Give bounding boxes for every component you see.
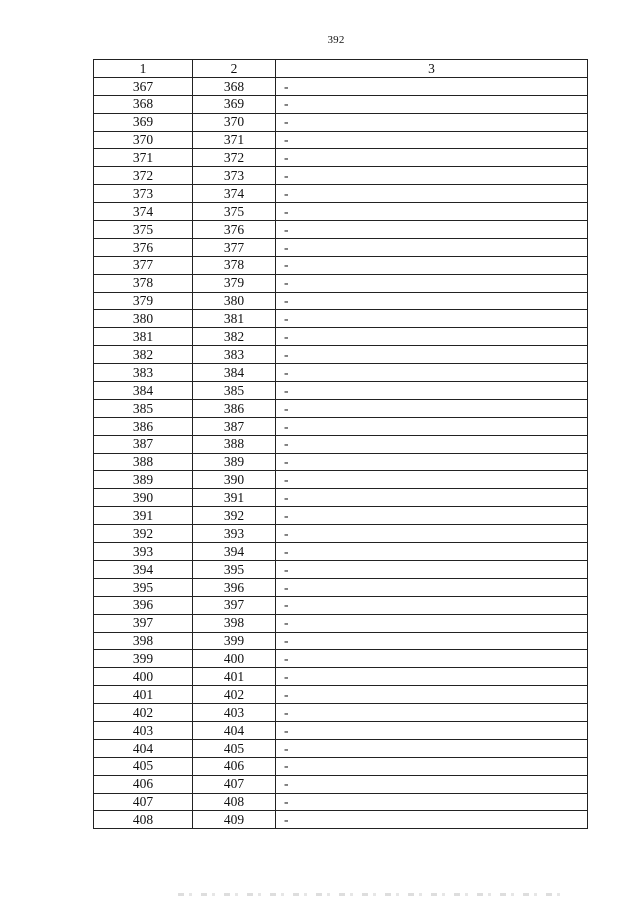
table-cell-col-1: 368 <box>94 95 193 113</box>
page-number: 392 <box>327 34 345 46</box>
table-row <box>94 274 588 292</box>
table-row <box>94 435 588 453</box>
table-cell-col-1: 372 <box>94 167 193 185</box>
table-row <box>94 149 588 167</box>
table-cell-col-1: 374 <box>94 203 193 221</box>
table-cell-col-1: 367 <box>94 77 193 95</box>
table-row <box>94 382 588 400</box>
table-cell-col-1: 371 <box>94 149 193 167</box>
table-cell-col-2: 391 <box>193 489 276 507</box>
table-row <box>94 775 588 793</box>
table-cell-col-3: - <box>276 435 588 453</box>
table-cell-col-3: - <box>276 364 588 382</box>
table-row <box>94 310 588 328</box>
table-cell-col-2: 401 <box>193 668 276 686</box>
table-cell-col-3: - <box>276 632 588 650</box>
table-cell-col-1: 373 <box>94 185 193 203</box>
table-cell-col-1: 398 <box>94 632 193 650</box>
table-row <box>94 131 588 149</box>
column-header-1: 1 <box>94 60 193 78</box>
table-row <box>94 256 588 274</box>
table-cell-col-1: 381 <box>94 328 193 346</box>
table-cell-col-3: - <box>276 507 588 525</box>
table-cell-col-3: - <box>276 596 588 614</box>
table-cell-col-3: - <box>276 668 588 686</box>
table-cell-col-1: 402 <box>94 704 193 722</box>
table-cell-col-2: 371 <box>193 131 276 149</box>
table-cell-col-2: 400 <box>193 650 276 668</box>
table-cell-col-3: - <box>276 185 588 203</box>
table-cell-col-1: 406 <box>94 775 193 793</box>
table-cell-col-3: - <box>276 686 588 704</box>
table-row <box>94 185 588 203</box>
table-row <box>94 346 588 364</box>
table-cell-col-1: 385 <box>94 399 193 417</box>
table-row <box>94 560 588 578</box>
table-cell-col-2: 380 <box>193 292 276 310</box>
table-cell-col-1: 405 <box>94 757 193 775</box>
table-cell-col-3: - <box>276 721 588 739</box>
table-cell-col-2: 368 <box>193 77 276 95</box>
table-cell-col-1: 378 <box>94 274 193 292</box>
table-cell-col-2: 386 <box>193 399 276 417</box>
table-row <box>94 453 588 471</box>
table-cell-col-1: 404 <box>94 739 193 757</box>
table-row <box>94 221 588 239</box>
table-cell-col-2: 406 <box>193 757 276 775</box>
table-cell-col-1: 401 <box>94 686 193 704</box>
table-cell-col-3: - <box>276 775 588 793</box>
table-cell-col-1: 386 <box>94 417 193 435</box>
table-row <box>94 650 588 668</box>
table-row <box>94 578 588 596</box>
table-cell-col-2: 393 <box>193 525 276 543</box>
table-cell-col-2: 403 <box>193 704 276 722</box>
table-cell-col-3: - <box>276 167 588 185</box>
table-cell-col-1: 395 <box>94 578 193 596</box>
table-row <box>94 793 588 811</box>
table-cell-col-3: - <box>276 238 588 256</box>
table-cell-col-3: - <box>276 328 588 346</box>
table-cell-col-1: 392 <box>94 525 193 543</box>
table-cell-col-3: - <box>276 256 588 274</box>
table-cell-col-1: 377 <box>94 256 193 274</box>
table-cell-col-2: 399 <box>193 632 276 650</box>
table-cell-col-2: 374 <box>193 185 276 203</box>
table-cell-col-1: 400 <box>94 668 193 686</box>
table-cell-col-1: 379 <box>94 292 193 310</box>
faint-footer-text-artifact <box>178 893 560 896</box>
table-row <box>94 686 588 704</box>
table-cell-col-2: 396 <box>193 578 276 596</box>
table-cell-col-1: 376 <box>94 238 193 256</box>
table-row <box>94 95 588 113</box>
table-cell-col-2: 383 <box>193 346 276 364</box>
table-cell-col-3: - <box>276 221 588 239</box>
table-cell-col-3: - <box>276 543 588 561</box>
table-cell-col-1: 380 <box>94 310 193 328</box>
table-cell-col-1: 383 <box>94 364 193 382</box>
table-cell-col-2: 404 <box>193 721 276 739</box>
table-cell-col-1: 394 <box>94 560 193 578</box>
table-cell-col-2: 390 <box>193 471 276 489</box>
table-row <box>94 543 588 561</box>
table-cell-col-3: - <box>276 614 588 632</box>
table-row <box>94 596 588 614</box>
table-cell-col-2: 382 <box>193 328 276 346</box>
table-row <box>94 507 588 525</box>
table-row <box>94 113 588 131</box>
table-cell-col-1: 391 <box>94 507 193 525</box>
table-cell-col-1: 399 <box>94 650 193 668</box>
table-cell-col-1: 382 <box>94 346 193 364</box>
table-cell-col-1: 403 <box>94 721 193 739</box>
table-cell-col-3: - <box>276 113 588 131</box>
table-cell-col-3: - <box>276 310 588 328</box>
table-row <box>94 77 588 95</box>
column-header-3: 3 <box>276 60 588 78</box>
table-cell-col-2: 389 <box>193 453 276 471</box>
data-table <box>93 59 588 829</box>
table-cell-col-3: - <box>276 77 588 95</box>
table-cell-col-2: 409 <box>193 811 276 829</box>
table-cell-col-1: 396 <box>94 596 193 614</box>
table-cell-col-2: 375 <box>193 203 276 221</box>
table-cell-col-3: - <box>276 704 588 722</box>
table-row <box>94 328 588 346</box>
table-cell-col-3: - <box>276 739 588 757</box>
table-cell-col-3: - <box>276 203 588 221</box>
table-cell-col-2: 388 <box>193 435 276 453</box>
table-row <box>94 721 588 739</box>
table-cell-col-1: 370 <box>94 131 193 149</box>
table-cell-col-2: 377 <box>193 238 276 256</box>
table-cell-col-3: - <box>276 95 588 113</box>
table-cell-col-2: 394 <box>193 543 276 561</box>
table-cell-col-1: 387 <box>94 435 193 453</box>
table-cell-col-1: 384 <box>94 382 193 400</box>
table-cell-col-1: 375 <box>94 221 193 239</box>
table-row <box>94 489 588 507</box>
table-cell-col-3: - <box>276 525 588 543</box>
table-row <box>94 203 588 221</box>
table-cell-col-1: 369 <box>94 113 193 131</box>
table-cell-col-3: - <box>276 793 588 811</box>
table-cell-col-1: 388 <box>94 453 193 471</box>
table-cell-col-3: - <box>276 578 588 596</box>
table-cell-col-2: 376 <box>193 221 276 239</box>
table-cell-col-3: - <box>276 292 588 310</box>
table-cell-col-2: 378 <box>193 256 276 274</box>
table-cell-col-1: 408 <box>94 811 193 829</box>
table-row <box>94 704 588 722</box>
table-cell-col-2: 407 <box>193 775 276 793</box>
table-cell-col-3: - <box>276 811 588 829</box>
table-cell-col-1: 393 <box>94 543 193 561</box>
table-row <box>94 525 588 543</box>
table-row <box>94 292 588 310</box>
table-body <box>94 77 588 828</box>
table-row <box>94 471 588 489</box>
table-cell-col-2: 408 <box>193 793 276 811</box>
table-cell-col-3: - <box>276 417 588 435</box>
column-header-2: 2 <box>193 60 276 78</box>
table-cell-col-3: - <box>276 274 588 292</box>
table-cell-col-3: - <box>276 489 588 507</box>
table-row <box>94 167 588 185</box>
table-cell-col-3: - <box>276 131 588 149</box>
table-cell-col-2: 392 <box>193 507 276 525</box>
table-cell-col-3: - <box>276 757 588 775</box>
table-row <box>94 668 588 686</box>
table-cell-col-2: 372 <box>193 149 276 167</box>
table-cell-col-2: 385 <box>193 382 276 400</box>
table-cell-col-2: 373 <box>193 167 276 185</box>
table-cell-col-2: 384 <box>193 364 276 382</box>
table-row <box>94 811 588 829</box>
table-row <box>94 757 588 775</box>
table-cell-col-2: 405 <box>193 739 276 757</box>
table-row <box>94 238 588 256</box>
table-cell-col-2: 398 <box>193 614 276 632</box>
table-cell-col-3: - <box>276 650 588 668</box>
table-row <box>94 399 588 417</box>
table-cell-col-3: - <box>276 471 588 489</box>
table-cell-col-3: - <box>276 382 588 400</box>
table-cell-col-1: 389 <box>94 471 193 489</box>
table-cell-col-2: 387 <box>193 417 276 435</box>
table-cell-col-2: 397 <box>193 596 276 614</box>
table-row <box>94 364 588 382</box>
table-cell-col-2: 370 <box>193 113 276 131</box>
table-cell-col-2: 395 <box>193 560 276 578</box>
table-row <box>94 614 588 632</box>
table-cell-col-3: - <box>276 149 588 167</box>
table-cell-col-1: 407 <box>94 793 193 811</box>
table-cell-col-1: 397 <box>94 614 193 632</box>
table-cell-col-1: 390 <box>94 489 193 507</box>
table-cell-col-3: - <box>276 399 588 417</box>
table-header-row <box>94 60 588 78</box>
table-cell-col-2: 381 <box>193 310 276 328</box>
table-cell-col-2: 369 <box>193 95 276 113</box>
table-row <box>94 417 588 435</box>
table-cell-col-3: - <box>276 560 588 578</box>
table-cell-col-2: 379 <box>193 274 276 292</box>
table-row <box>94 632 588 650</box>
table-cell-col-3: - <box>276 453 588 471</box>
table-row <box>94 739 588 757</box>
table-cell-col-3: - <box>276 346 588 364</box>
table-cell-col-2: 402 <box>193 686 276 704</box>
